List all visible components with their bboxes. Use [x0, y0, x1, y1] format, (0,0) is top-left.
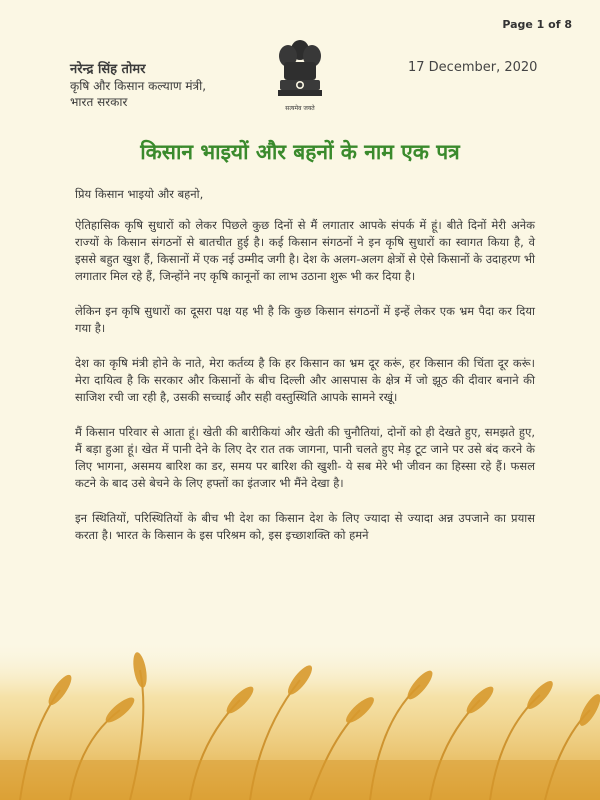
sender-designation: कृषि और किसान कल्याण मंत्री,	[70, 79, 207, 93]
salutation: प्रिय किसान भाइयो और बहनो,	[75, 187, 204, 201]
paragraph-5: इन स्थितियों, परिस्थितियों के बीच भी देश का किसान देश के लिए ज्यादा से ज्यादा अन्न उपजाने का प्रयास करता है। भारत के किसान के इस परिश्रम को, इस इच्छाशक्ति को हमने	[75, 511, 535, 542]
national-emblem-icon	[272, 36, 328, 120]
letter-body	[75, 186, 535, 562]
sender-name: नरेन्द्र सिंह तोमर	[70, 62, 146, 77]
paragraph-1: ऐतिहासिक कृषि सुधारों को लेकर पिछले कुछ दिनों से मैं लगातार आपके संपर्क में हूं। बीते दिनों मेरी अनेक राज्यों के किसान संगठनों से बातचीत हुई है। कई किसान संगठनों ने इन कृषि सुधारों का स्वागत किया है, वे इससे बहुत खुश हैं, किसानों में एक नई उम्मीद जगी है। देश के अलग-अलग क्षेत्रों से ऐसे किसानों के उदाहरण भी लगातार मिल रहे हैं, जिन्होंने नए कृषि कानूनों का लाभ उठाना शुरू भी कर दिया है।	[75, 218, 535, 283]
paragraph-2: लेकिन इन कृषि सुधारों का दूसरा पक्ष यह भी है कि कुछ किसान संगठनों में इन्हें लेकर एक भ्रम पैदा कर दिया गया है।	[75, 304, 535, 335]
paragraph-4: मैं किसान परिवार से आता हूं। खेती की बारीकियां और खेती की चुनौतियां, दोनों को ही देखते हुए, समझते हुए, मैं बड़ा हुआ हूं। खेत में पानी देने के लिए देर रात तक जागना, पानी चलते हुए मेड़ टूट जाने पर उसे बंद करने के लिए भागना, असमय बारिश का डर, समय पर बारिश की खुशी- ये सब मेरे भी जीवन का हिस्सा रहे हैं। फसल कटने के बाद उसे बेचने के लिए हफ्तों का इंतजार भी मैंने देखा है।	[75, 425, 535, 490]
sender-block	[70, 62, 206, 110]
letter-title: किसान भाइयों और बहनों के नाम एक पत्र	[140, 140, 460, 164]
wheat-field-illustration	[0, 640, 600, 800]
letter-date: 17 December, 2020	[408, 60, 538, 75]
paragraph-3: देश का कृषि मंत्री होने के नाते, मेरा कर्तव्य है कि हर किसान का भ्रम दूर करूं, हर किसान की चिंता दूर करूं। मेरा दायित्व है कि सरकार और किसानों के बीच दिल्ली और आसपास के क्षेत्र में जो झूठ की दीवार बनाने की साजिश रची जा रही है, उसकी सच्चाई और सही वस्तुस्थिति आपके सामने रखूं।	[75, 356, 535, 404]
page-number: Page 1 of 8	[502, 18, 572, 31]
emblem-motto: सत्यमेव जयते	[285, 105, 315, 112]
sender-organization: भारत सरकार	[70, 95, 128, 109]
